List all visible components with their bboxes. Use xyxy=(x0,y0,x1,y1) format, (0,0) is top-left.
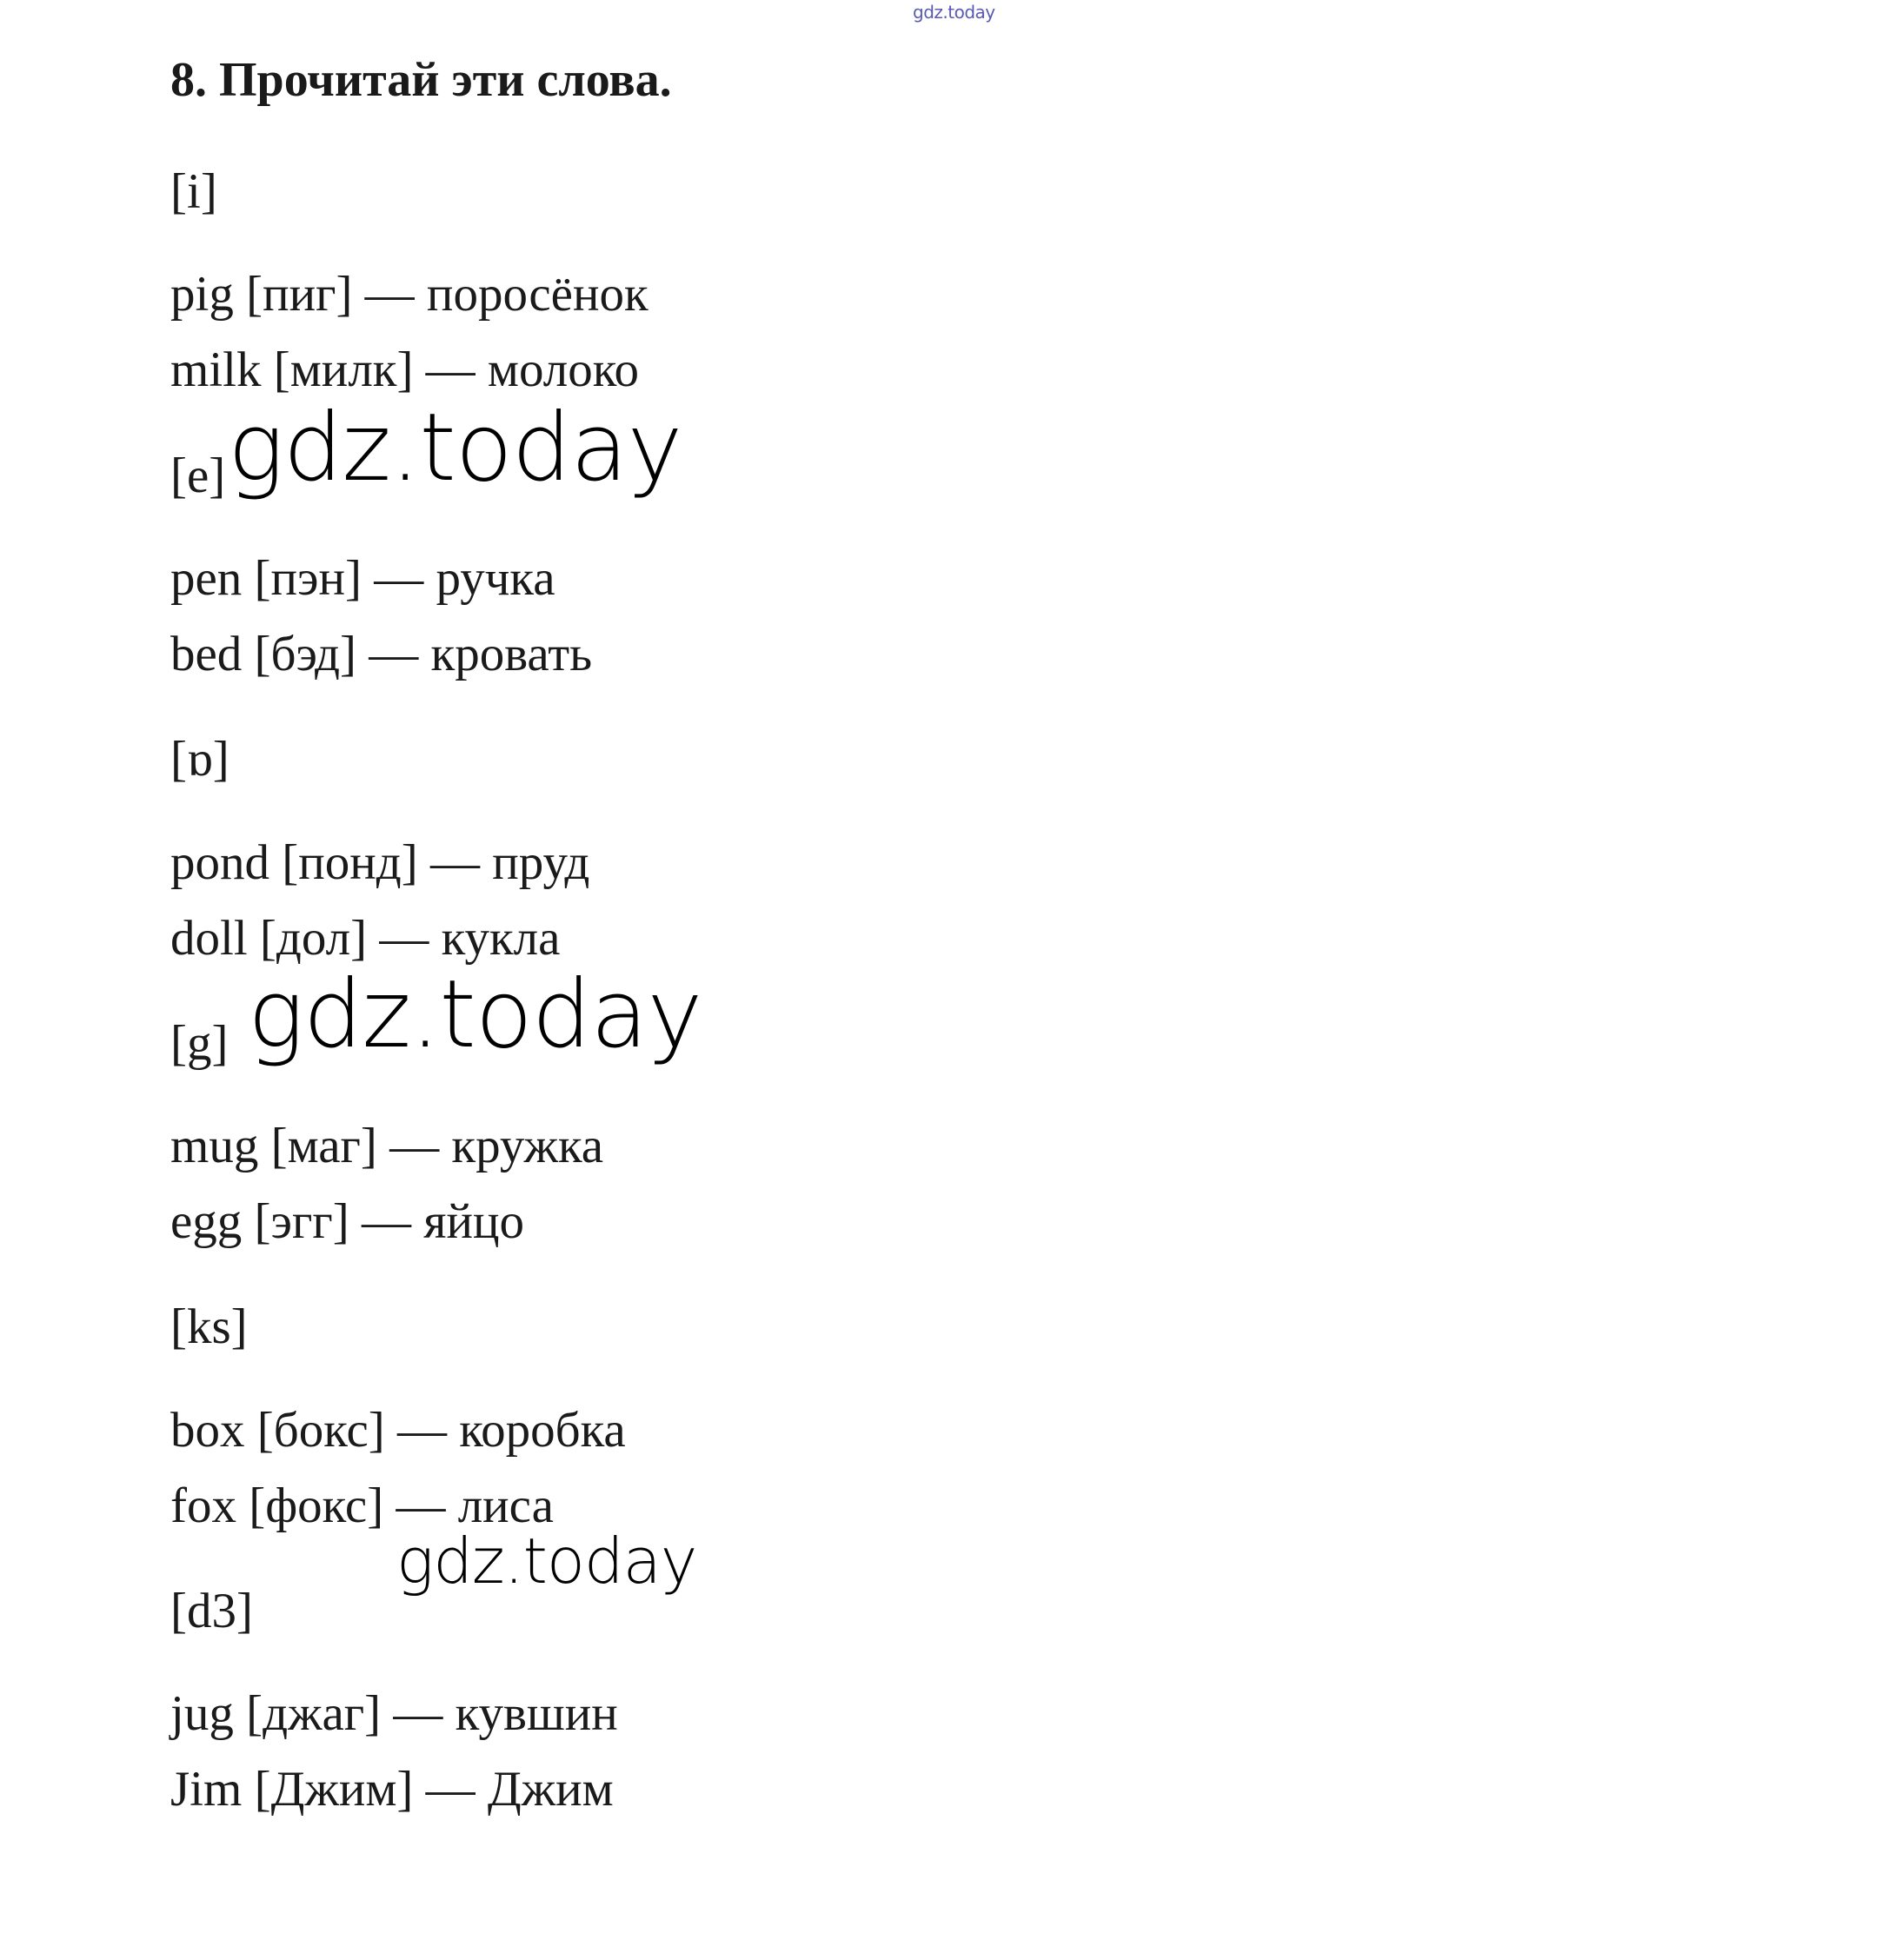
word-line: fox [фокс] — лиса xyxy=(170,1478,554,1533)
watermark: gdz.today xyxy=(228,394,682,502)
word-line: Jim [Джим] — Джим xyxy=(170,1762,614,1817)
word-line: bed [бэд] — кровать xyxy=(170,627,593,681)
word-line: doll [дол] — кукла xyxy=(170,911,561,966)
word-line: mug [маг] — кружка xyxy=(170,1119,604,1173)
sound-label-o: [ɒ] xyxy=(170,732,229,787)
word-line: box [бокс] — коробка xyxy=(170,1403,626,1458)
sound-label-dz: [d3] xyxy=(170,1584,253,1638)
word-line: jug [джаг] — кувшин xyxy=(170,1686,618,1741)
sound-label-g: [g] xyxy=(170,1016,229,1071)
watermark: gdz.today xyxy=(396,1525,697,1598)
word-line: pond [понд] — пруд xyxy=(170,835,590,890)
sound-label-e: [e] xyxy=(170,448,226,503)
word-line: milk [милк] — молоко xyxy=(170,342,639,397)
word-line: pen [пэн] — ручка xyxy=(170,551,555,606)
word-line: egg [эгг] — яйцо xyxy=(170,1194,524,1249)
sound-label-ks: [ks] xyxy=(170,1299,248,1354)
header-watermark: gdz.today xyxy=(913,2,995,23)
word-line: pig [пиг] — поросёнок xyxy=(170,267,649,322)
sound-label-i: [i] xyxy=(170,164,217,219)
watermark: gdz.today xyxy=(248,960,702,1069)
exercise-title: 8. Прочитай эти слова. xyxy=(170,53,672,107)
